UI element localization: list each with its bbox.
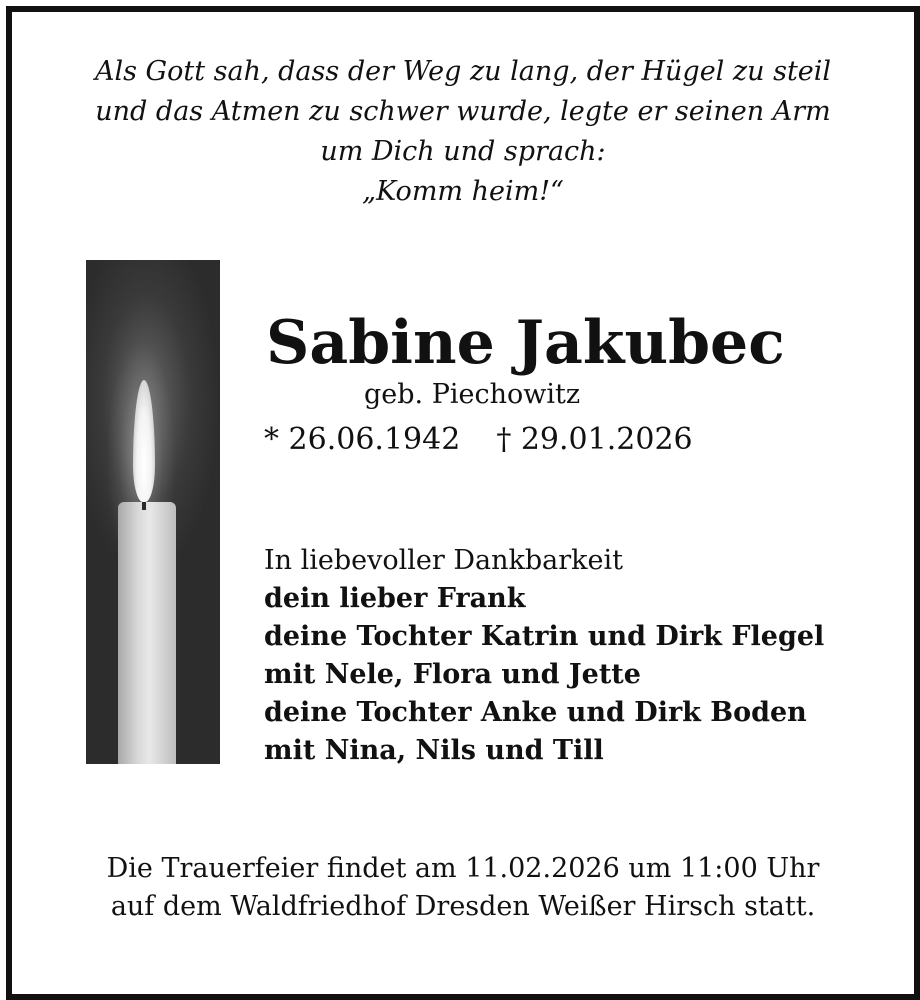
death-date: † 29.01.2026 — [496, 422, 693, 457]
life-dates — [264, 420, 693, 460]
deceased-name: Sabine Jakubec — [266, 308, 785, 378]
funeral-service-info — [12, 850, 914, 926]
candle-body — [118, 502, 176, 764]
quote-line: um Dich und sprach: — [320, 136, 606, 167]
candle-image — [86, 260, 220, 764]
mourner-line: dein lieber Frank — [264, 583, 526, 614]
service-line: Die Trauerfeier findet am 11.02.2026 um 11:00 Uhr — [106, 853, 820, 884]
quote-line: und das Atmen zu schwer wurde, legte er seinen Arm — [95, 96, 831, 127]
birth-date: * 26.06.1942 — [264, 422, 461, 457]
obituary-frame — [6, 6, 920, 1000]
mourner-line: mit Nele, Flora und Jette — [264, 659, 641, 690]
quote-line: Als Gott sah, dass der Weg zu lang, der Hügel zu steil — [94, 56, 832, 87]
mourners-intro: In liebevoller Dankbarkeit — [264, 545, 624, 576]
memorial-quote — [12, 52, 914, 212]
quote-line: „Komm heim!“ — [362, 176, 564, 207]
mourner-line: deine Tochter Anke und Dirk Boden — [264, 697, 807, 728]
mourners-list — [264, 542, 824, 770]
mourner-line: deine Tochter Katrin und Dirk Flegel — [264, 621, 825, 652]
maiden-name: geb. Piechowitz — [364, 379, 581, 410]
mourner-line: mit Nina, Nils und Till — [264, 735, 604, 766]
service-line: auf dem Waldfriedhof Dresden Weißer Hirsch statt. — [110, 891, 816, 922]
